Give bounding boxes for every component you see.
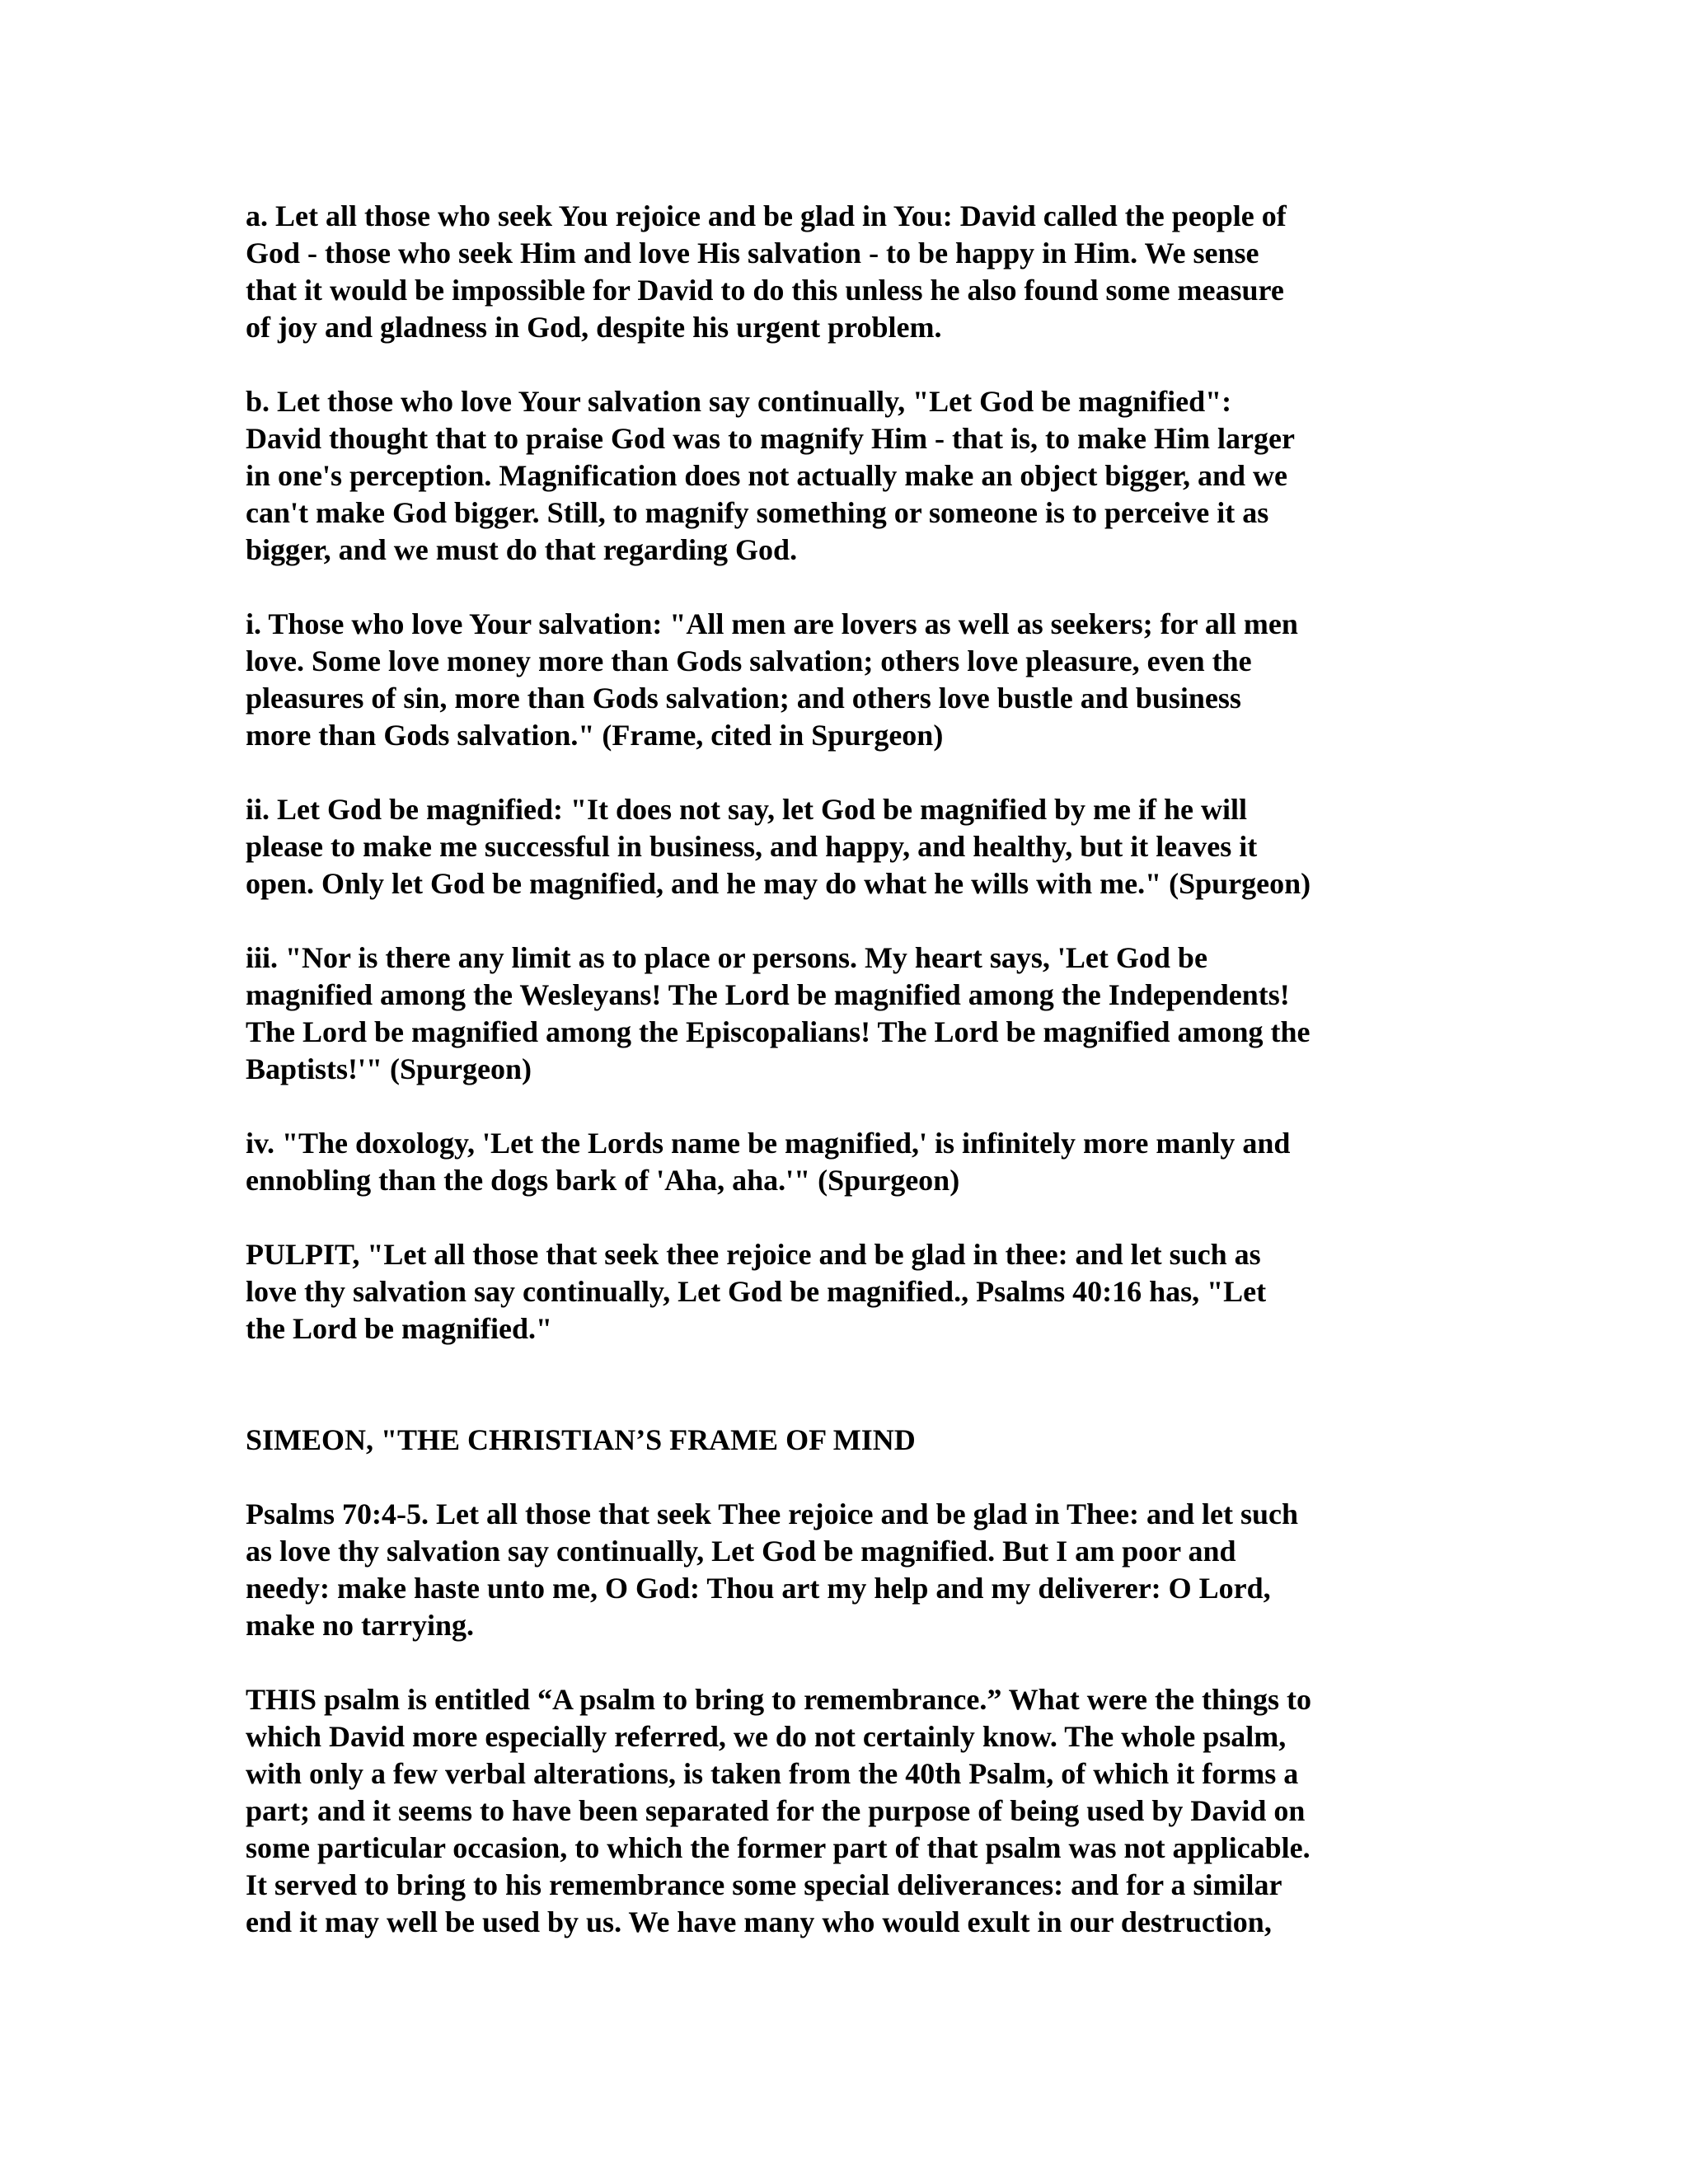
paragraph-a <box>246 198 1442 346</box>
text-line: with only a few verbal alterations, is taken from the 40th Psalm, of which it forms a <box>246 1757 1299 1790</box>
text-line: i. Those who love Your salvation: "All men are lovers as well as seekers; for all men <box>246 607 1298 640</box>
text-line: God - those who seek Him and love His salvation - to be happy in Him. We sense <box>246 237 1259 269</box>
text-line: love thy salvation say continually, Let God be magnified., Psalms 40:16 has, "Let <box>246 1275 1267 1308</box>
text-line: which David more especially referred, we do not certainly know. The whole psalm, <box>246 1720 1287 1753</box>
text-line: pleasures of sin, more than Gods salvation; and others love bustle and business <box>246 682 1241 715</box>
text-line: PULPIT, "Let all those that seek thee rejoice and be glad in thee: and let such as <box>246 1238 1261 1271</box>
text-line: David thought that to praise God was to magnify Him - that is, to make Him larger <box>246 422 1295 455</box>
text-line: the Lord be magnified." <box>246 1312 552 1345</box>
text-line: love. Some love money more than Gods salvation; others love pleasure, even the <box>246 644 1252 677</box>
text-line: more than Gods salvation." (Frame, cited in Spurgeon) <box>246 719 944 752</box>
text-line: iv. "The doxology, 'Let the Lords name be magnified,' is infinitely more manly and <box>246 1127 1291 1160</box>
text-line: Baptists!'" (Spurgeon) <box>246 1052 532 1085</box>
text-line: end it may well be used by us. We have many who would exult in our destruction, <box>246 1905 1272 1938</box>
text-line: bigger, and we must do that regarding God. <box>246 533 798 566</box>
paragraph-b <box>246 383 1442 569</box>
text-line: in one's perception. Magnification does not actually make an object bigger, and we <box>246 459 1288 492</box>
text-line: b. Let those who love Your salvation say continually, "Let God be magnified": <box>246 385 1232 418</box>
section-heading <box>246 1422 1442 1459</box>
text-line: of joy and gladness in God, despite his urgent problem. <box>246 311 942 344</box>
text-line: THIS psalm is entitled “A psalm to bring to remembrance.” What were the things to <box>246 1683 1311 1716</box>
paragraph-i <box>246 606 1442 754</box>
text-line: that it would be impossible for David to do this unless he also found some measure <box>246 274 1284 307</box>
text-line: iii. "Nor is there any limit as to place or persons. My heart says, 'Let God be <box>246 941 1207 974</box>
text-line: ii. Let God be magnified: "It does not say, let God be magnified by me if he will <box>246 793 1247 826</box>
paragraph-this-psalm <box>246 1681 1442 1941</box>
text-line: needy: make haste unto me, O God: Thou art my help and my deliverer: O Lord, <box>246 1572 1271 1605</box>
text-line: can't make God bigger. Still, to magnify something or someone is to perceive it as <box>246 496 1269 529</box>
paragraph-ii <box>246 791 1442 902</box>
text-line: please to make me successful in business, and happy, and healthy, but it leaves it <box>246 830 1258 863</box>
paragraph-iv <box>246 1125 1442 1199</box>
paragraph-iii <box>246 940 1442 1088</box>
text-line: Psalms 70:4-5. Let all those that seek Thee rejoice and be glad in Thee: and let such <box>246 1497 1298 1530</box>
text-line: magnified among the Wesleyans! The Lord be magnified among the Independents! <box>246 978 1290 1011</box>
text-line: part; and it seems to have been separated for the purpose of being used by David on <box>246 1794 1306 1827</box>
paragraph-pulpit <box>246 1236 1442 1347</box>
text-line: a. Let all those who seek You rejoice and be glad in You: David called the people of <box>246 199 1287 232</box>
text-line: some particular occasion, to which the former part of that psalm was not applicable. <box>246 1831 1311 1864</box>
paragraph-verse <box>246 1496 1442 1644</box>
document-page <box>246 198 1442 1978</box>
text-line: as love thy salvation say continually, Let God be magnified. But I am poor and <box>246 1535 1236 1568</box>
text-line: open. Only let God be magnified, and he may do what he wills with me." (Spurgeon) <box>246 867 1311 900</box>
text-line: ennobling than the dogs bark of 'Aha, aha.'" (Spurgeon) <box>246 1164 960 1197</box>
text-line: The Lord be magnified among the Episcopalians! The Lord be magnified among the <box>246 1015 1311 1048</box>
text-line: It served to bring to his remembrance some special deliverances: and for a similar <box>246 1868 1282 1901</box>
heading-line: SIMEON, "THE CHRISTIAN’S FRAME OF MIND <box>246 1423 916 1456</box>
text-line: make no tarrying. <box>246 1609 474 1642</box>
